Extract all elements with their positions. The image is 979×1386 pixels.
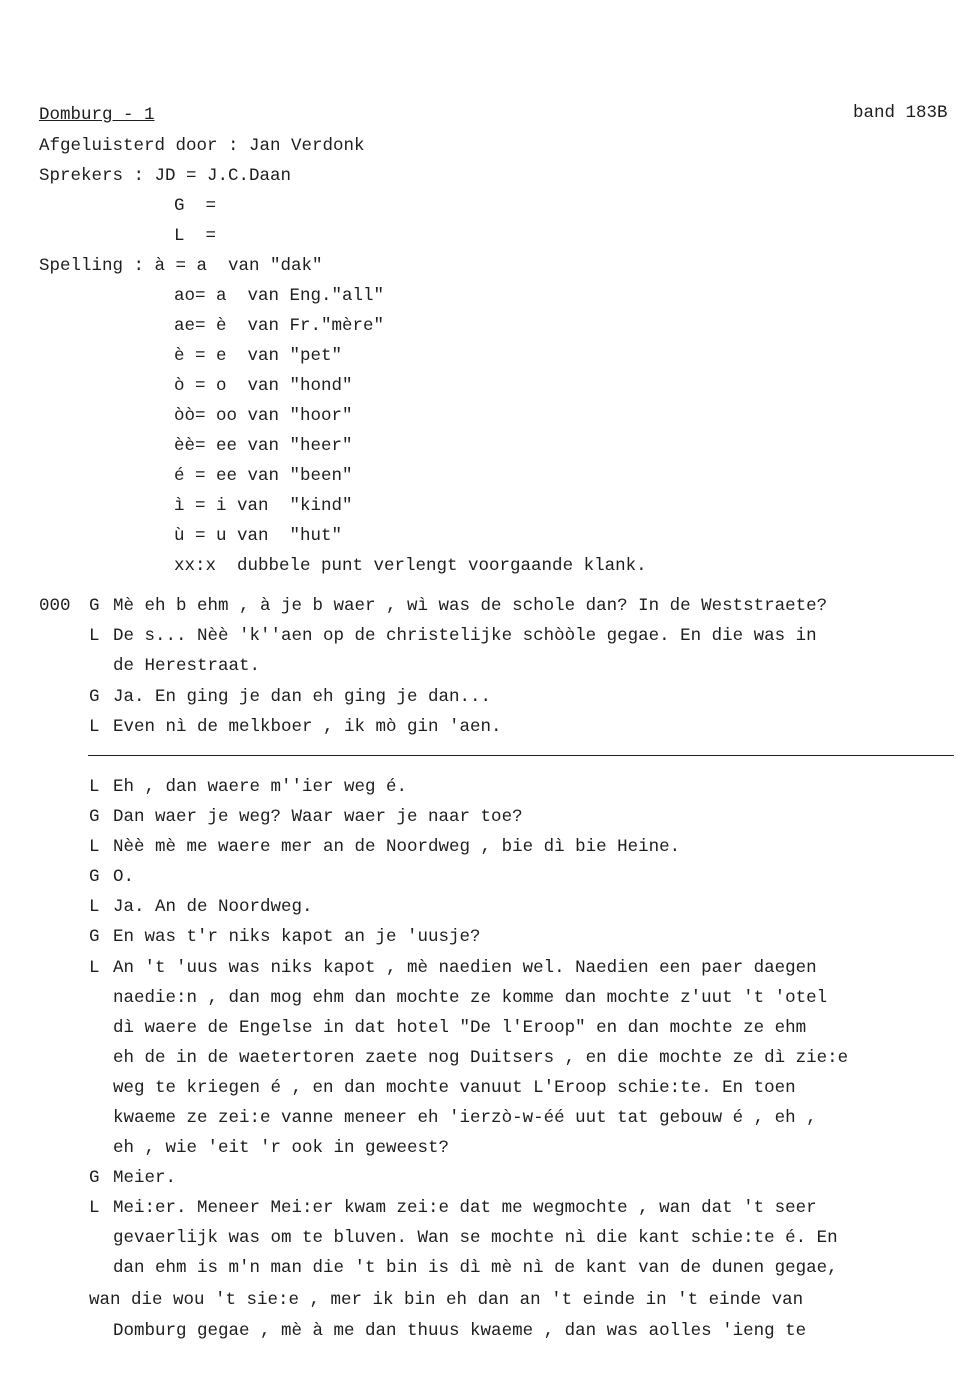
speaker-tag: L bbox=[89, 958, 100, 978]
spelling-row: èè= ee van "heer" bbox=[174, 436, 353, 456]
utterance-line: gevaerlijk was om te bluven. Wan se mochte nì die kant schie:te é. En bbox=[113, 1228, 838, 1248]
speaker-tag: L bbox=[89, 777, 100, 797]
utterance-line: Mei:er. Meneer Mei:er kwam zei:e dat me wegmochte , wan dat 't seer bbox=[113, 1198, 817, 1218]
speaker-tag: G bbox=[89, 596, 100, 616]
spelling-row: é = ee van "been" bbox=[174, 466, 353, 486]
speaker-tag: L bbox=[89, 1198, 100, 1218]
speaker-tag: L bbox=[89, 717, 100, 737]
utterance-line: dì waere de Engelse in dat hotel "De l'Eroop" en dan mochte ze ehm bbox=[113, 1018, 807, 1038]
speaker-tag: L bbox=[89, 626, 100, 646]
utterance-line: Meier. bbox=[113, 1168, 177, 1188]
utterance-line: Eh , dan waere m''ier weg é. bbox=[113, 777, 408, 797]
spelling-row: è = e van "pet" bbox=[174, 346, 343, 366]
band-number: band 183B bbox=[853, 103, 948, 123]
utterance-line: Mè eh b ehm , à je b waer , wì was de schole dan? In de Weststraete? bbox=[113, 596, 828, 616]
utterance-line: An 't 'uus was niks kapot , mè naedien wel. Naedien een paer daegen bbox=[113, 958, 817, 978]
speaker-tag: L bbox=[89, 837, 100, 857]
spelling-row: ò = o van "hond" bbox=[174, 376, 353, 396]
utterance-line: De s... Nèè 'k''aen op de christelijke schòòle gegae. En die was in bbox=[113, 626, 817, 646]
utterance-line: wan die wou 't sie:e , mer ik bin eh dan an 't einde in 't einde van bbox=[89, 1290, 804, 1310]
utterance-line: Domburg gegae , mè à me dan thuus kwaeme , dan was aolles 'ieng te bbox=[113, 1321, 807, 1341]
spelling-row: òò= oo van "hoor" bbox=[174, 406, 353, 426]
speaker-tag: L bbox=[89, 897, 100, 917]
utterance-line: En was t'r niks kapot an je 'uusje? bbox=[113, 927, 481, 947]
utterance-line: Dan waer je weg? Waar waer je naar toe? bbox=[113, 807, 523, 827]
spelling-row: ù = u van "hut" bbox=[174, 526, 343, 546]
tape-counter: 000 bbox=[39, 596, 71, 616]
speaker-tag: G bbox=[89, 927, 100, 947]
spelling-row: ae= è van Fr."mère" bbox=[174, 316, 385, 336]
spelling-row: xx:x dubbele punt verlengt voorgaande klank. bbox=[174, 556, 647, 576]
spelling-row: ao= a van Eng."all" bbox=[174, 286, 385, 306]
listened-by-line: Afgeluisterd door : Jan Verdonk bbox=[39, 136, 365, 156]
utterance-line: O. bbox=[113, 867, 135, 887]
utterance-line: Nèè mè me waere mer an de Noordweg , bie dì bie Heine. bbox=[113, 837, 681, 857]
utterance-line: de Herestraat. bbox=[113, 656, 261, 676]
speaker-tag: G bbox=[89, 687, 100, 707]
utterance-line: weg te kriegen é , en dan mochte vanuut L'Eroop schie:te. En toen bbox=[113, 1078, 796, 1098]
speaker-tag: G bbox=[89, 867, 100, 887]
speaker-g-line: G = bbox=[174, 196, 217, 216]
utterance-line: Even nì de melkboer , ik mò gin 'aen. bbox=[113, 717, 502, 737]
document-title: Domburg - 1 bbox=[39, 105, 155, 125]
utterance-line: naedie:n , dan mog ehm dan mochte ze komme dan mochte z'uut 't 'otel bbox=[113, 988, 828, 1008]
speaker-l-line: L = bbox=[174, 226, 217, 246]
utterance-line: dan ehm is m'n man die 't bin is dì mè nì de kant van de dunen gegae, bbox=[113, 1258, 838, 1278]
speaker-tag: G bbox=[89, 1168, 100, 1188]
spelling-label-line: Spelling : à = a van "dak" bbox=[39, 256, 323, 276]
speakers-line: Sprekers : JD = J.C.Daan bbox=[39, 166, 292, 186]
section-divider bbox=[88, 755, 954, 756]
utterance-line: kwaeme ze zei:e vanne meneer eh 'ierzò-w-éé uut tat gebouw é , eh , bbox=[113, 1108, 817, 1128]
utterance-line: eh de in de waetertoren zaete nog Duitsers , en die mochte ze dì zie:e bbox=[113, 1048, 849, 1068]
utterance-line: eh , wie 'eit 'r ook in geweest? bbox=[113, 1138, 450, 1158]
utterance-line: Ja. An de Noordweg. bbox=[113, 897, 313, 917]
utterance-line: Ja. En ging je dan eh ging je dan... bbox=[113, 687, 492, 707]
spelling-row: ì = i van "kind" bbox=[174, 496, 353, 516]
speaker-tag: G bbox=[89, 807, 100, 827]
